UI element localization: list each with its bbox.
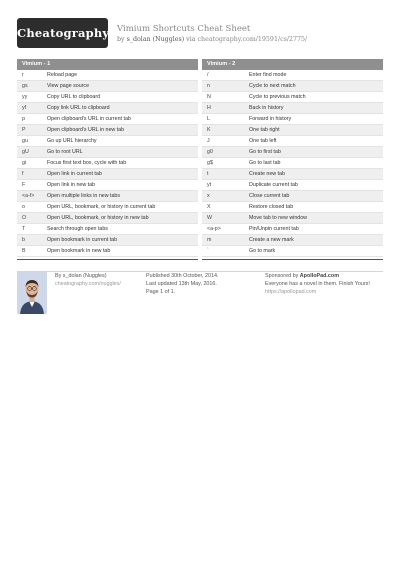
shortcut-key: W [207, 215, 212, 221]
sponsor-info [265, 272, 383, 296]
shortcut-description: Back in history [249, 105, 284, 111]
shortcut-row [202, 191, 383, 202]
shortcut-row [202, 147, 383, 158]
shortcut-key: r [22, 72, 24, 78]
shortcut-row [17, 213, 198, 224]
shortcut-row [202, 158, 383, 169]
shortcut-key: gs [22, 83, 28, 89]
published-date: Published 30th October, 2014. [146, 273, 219, 279]
shortcut-row [202, 125, 383, 136]
shortcut-key: H [207, 105, 211, 111]
section-vimium-1 [17, 59, 198, 260]
author-profile-link[interactable]: cheatography.com/nuggles/ [55, 281, 121, 287]
publication-info [146, 272, 219, 296]
shortcut-description: Open clipboard's URL in new tab [47, 127, 125, 133]
author-link[interactable]: s_dolan (Nuggles) [126, 36, 185, 43]
shortcut-key: L [207, 116, 210, 122]
shortcut-description: Open URL, bookmark, or history in new tab [47, 215, 149, 221]
shortcut-key: yt [207, 182, 212, 188]
shortcut-row [202, 224, 383, 235]
shortcut-row [17, 114, 198, 125]
shortcut-row [17, 235, 198, 246]
shortcut-description: Copy link URL to clipboard [47, 105, 110, 111]
shortcut-row [17, 147, 198, 158]
shortcut-list [202, 70, 383, 257]
shortcut-description: Create a new mark [249, 237, 294, 243]
shortcut-description: Reload page [47, 72, 78, 78]
section-divider [202, 257, 383, 260]
shortcut-key: K [207, 127, 211, 133]
shortcut-description: Open bookmark in current tab [47, 237, 118, 243]
sponsor-url-link[interactable]: https://apollopad.com [265, 289, 317, 295]
sheet-url-link[interactable]: cheatography.com/19591/cs/2775/ [197, 36, 308, 43]
shortcut-description: Go to last tab [249, 160, 281, 166]
shortcut-row [202, 169, 383, 180]
shortcut-key: g0 [207, 149, 213, 155]
page-title: Vimium Shortcuts Cheat Sheet [117, 24, 251, 34]
shortcut-description: Search through open tabs [47, 226, 108, 232]
sponsor-brand-link[interactable]: ApolloPad.com [299, 273, 340, 279]
shortcut-description: Go to first tab [249, 149, 281, 155]
author-by-label: By [55, 273, 62, 279]
shortcut-row [17, 246, 198, 257]
shortcut-description: Restore closed tab [249, 204, 294, 210]
shortcut-row [17, 169, 198, 180]
page-footer [17, 271, 383, 314]
shortcut-row [17, 92, 198, 103]
shortcut-row [17, 81, 198, 92]
page-header [0, 0, 400, 58]
shortcut-key: m [207, 237, 212, 243]
shortcut-list [17, 70, 198, 257]
shortcut-row [202, 81, 383, 92]
author-name-link[interactable]: s_dolan (Nuggles) [62, 273, 107, 279]
shortcut-description: View page source [47, 83, 90, 89]
shortcut-row [202, 246, 383, 257]
shortcut-row [202, 136, 383, 147]
shortcut-description: Move tab to new window [249, 215, 308, 221]
shortcut-description: Open URL, bookmark, or history in current tab [47, 204, 156, 210]
shortcut-key: gU [22, 149, 29, 155]
shortcut-key: B [22, 248, 26, 254]
shortcut-key: o [22, 204, 25, 210]
shortcut-key: X [207, 204, 211, 210]
shortcut-key: yf [22, 105, 27, 111]
shortcut-description: Go to mark [249, 248, 276, 254]
shortcut-key: gi [22, 160, 27, 166]
shortcut-key: t [207, 171, 209, 177]
shortcut-row [17, 191, 198, 202]
shortcut-row [17, 103, 198, 114]
shortcut-row [17, 158, 198, 169]
shortcut-description: Open link in new tab [47, 182, 95, 188]
shortcut-description: Copy URL to clipboard [47, 94, 101, 100]
shortcut-description: Close current tab [249, 193, 290, 199]
shortcut-description: Open link in current tab [47, 171, 102, 177]
shortcut-row [202, 103, 383, 114]
shortcut-description: Forward in history [249, 116, 292, 122]
shortcut-key: / [207, 72, 209, 78]
section-divider [17, 257, 198, 260]
shortcut-description: Open bookmark in new tab [47, 248, 111, 254]
shortcut-key: ` [207, 248, 209, 254]
section-vimium-2 [202, 59, 383, 260]
shortcut-row [202, 213, 383, 224]
shortcut-description: Go up URL hierarchy [47, 138, 97, 144]
author-avatar[interactable] [17, 272, 47, 314]
shortcut-key: P [22, 127, 26, 133]
shortcut-key: gu [22, 138, 28, 144]
cheatography-logo[interactable]: Cheatography [17, 18, 108, 48]
updated-date: Last updated 13th May, 2016. [146, 281, 217, 287]
shortcut-description: Enter find mode [249, 72, 287, 78]
shortcut-key: <a-p> [207, 226, 221, 232]
shortcut-key: J [207, 138, 210, 144]
shortcut-description: Focus first text box, cycle with tab [47, 160, 127, 166]
shortcut-row [202, 180, 383, 191]
shortcut-key: f [22, 171, 24, 177]
shortcut-description: Duplicate current tab [249, 182, 298, 188]
shortcut-description: Cycle to previous match [249, 94, 306, 100]
shortcut-description: Open clipboard's URL in current tab [47, 116, 131, 122]
shortcut-description: Go to root URL [47, 149, 83, 155]
shortcut-row [17, 136, 198, 147]
shortcut-key: yy [22, 94, 28, 100]
shortcut-description: Open multiple links in new tabs [47, 193, 121, 199]
byline [117, 36, 307, 43]
shortcut-key: O [22, 215, 27, 221]
shortcut-key: <a-f> [22, 193, 35, 199]
shortcut-row [17, 125, 198, 136]
shortcut-row [17, 202, 198, 213]
page-count: Page 1 of 1. [146, 289, 176, 295]
shortcut-key: N [207, 94, 211, 100]
author-info [55, 272, 121, 288]
sponsor-tagline: Everyone has a novel in them. Finish Yours! [265, 281, 370, 287]
shortcut-description: One tab right [249, 127, 280, 133]
shortcut-key: p [22, 116, 25, 122]
byline-via: via [186, 36, 196, 43]
shortcut-row [202, 235, 383, 246]
shortcut-description: Create new tab [249, 171, 285, 177]
shortcut-row [17, 180, 198, 191]
section-title: Vimium - 2 [202, 59, 383, 70]
section-title: Vimium - 1 [17, 59, 198, 70]
shortcut-key: x [207, 193, 210, 199]
shortcut-key: F [22, 182, 26, 188]
shortcut-key: b [22, 237, 25, 243]
shortcut-description: Cycle to next match [249, 83, 296, 89]
shortcut-row [202, 114, 383, 125]
shortcut-description: Pin/Unpin current tab [249, 226, 299, 232]
shortcut-row [17, 224, 198, 235]
shortcut-key: n [207, 83, 210, 89]
shortcut-row [202, 202, 383, 213]
shortcut-row [202, 70, 383, 81]
shortcut-key: T [22, 226, 26, 232]
byline-prefix: by [117, 36, 125, 43]
sponsor-prefix: Sponsored by [265, 273, 299, 279]
shortcut-row [17, 70, 198, 81]
shortcut-key: g$ [207, 160, 213, 166]
shortcut-row [202, 92, 383, 103]
shortcut-description: One tab left [249, 138, 277, 144]
